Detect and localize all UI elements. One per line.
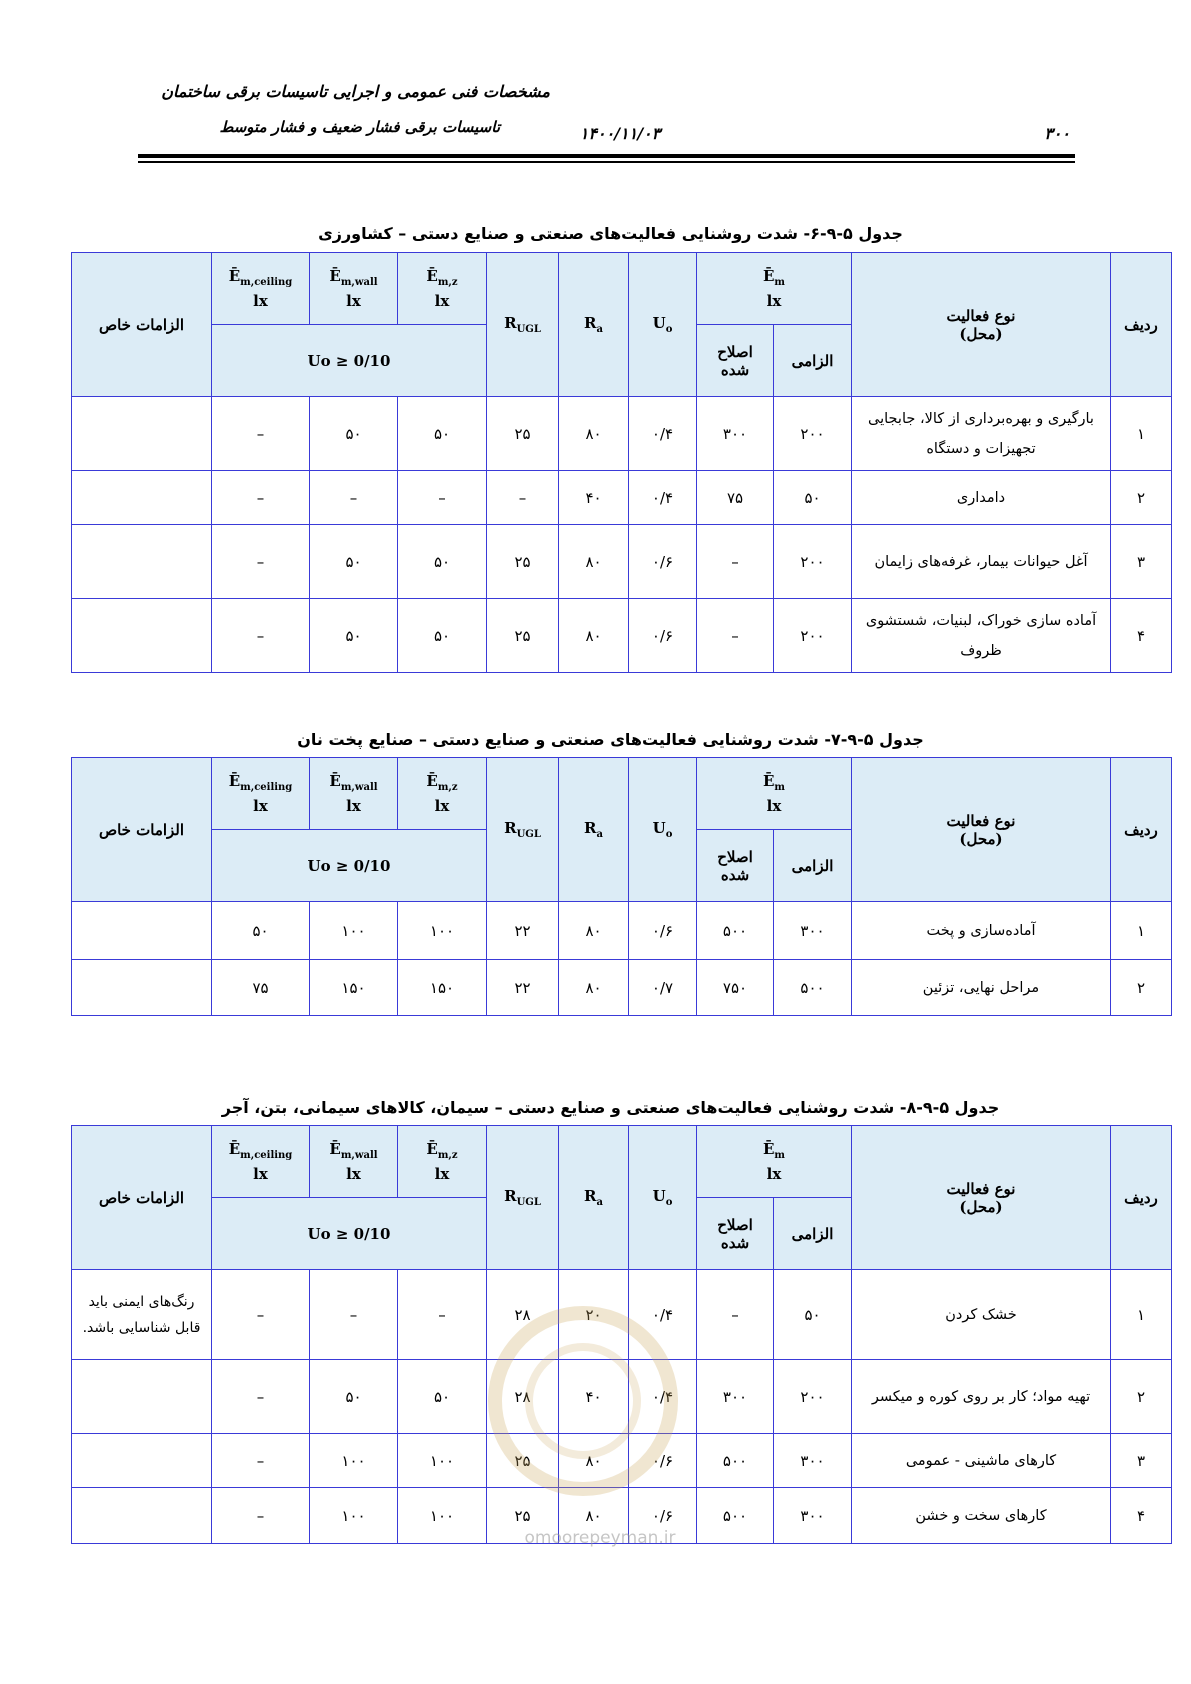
table-row	[72, 525, 1172, 599]
cell-activity: دامداری	[852, 471, 1111, 525]
cell-no: ۳	[1111, 1434, 1172, 1488]
cell-emz: ۵۰	[398, 599, 487, 673]
cell-uo: ۰/۶	[629, 902, 697, 960]
column-em-subscript: m	[774, 277, 786, 288]
column-em-z-unit: lx	[434, 292, 450, 310]
cell-no: ۳	[1111, 525, 1172, 599]
cell-uo: ۰/۶	[629, 599, 697, 673]
cell-corrected: ۵۰۰	[697, 1488, 774, 1544]
cell-corrected: –	[697, 599, 774, 673]
column-em-ceiling-subscript: m,ceiling	[240, 782, 293, 793]
cell-corrected: ۷۵	[697, 471, 774, 525]
cell-emwall: ۵۰	[310, 599, 398, 673]
cell-ra: ۴۰	[559, 471, 629, 525]
cell-emceiling: –	[212, 471, 310, 525]
table-row	[72, 960, 1172, 1016]
column-em-z-subscript: m,z	[437, 782, 458, 793]
cell-rugl: ۲۵	[487, 397, 559, 471]
column-em-ceiling	[212, 758, 310, 830]
cell-mandatory: ۲۰۰	[774, 599, 852, 673]
cell-uo: ۰/۴	[629, 1270, 697, 1360]
cell-emwall: ۵۰	[310, 1360, 398, 1434]
column-uo-subscript: o	[665, 1197, 673, 1208]
column-em-ceiling-symbol: Ē	[228, 1140, 241, 1158]
cell-emz: ۱۵۰	[398, 960, 487, 1016]
cell-ra: ۸۰	[559, 960, 629, 1016]
cell-ra: ۸۰	[559, 902, 629, 960]
cell-emceiling: –	[212, 397, 310, 471]
column-mandatory	[774, 1198, 852, 1270]
cell-no: ۱	[1111, 902, 1172, 960]
column-em	[697, 1126, 852, 1198]
cell-no: ۱	[1111, 1270, 1172, 1360]
cell-no: ۲	[1111, 1360, 1172, 1434]
cell-mandatory: ۳۰۰	[774, 902, 852, 960]
column-em-wall-symbol: Ē	[329, 772, 341, 790]
cell-rugl: ۲۵	[487, 1434, 559, 1488]
column-uo	[629, 253, 697, 397]
cell-no: ۲	[1111, 471, 1172, 525]
cell-activity: کارهای سخت و خشن	[852, 1488, 1111, 1544]
column-em-ceiling-unit: lx	[253, 797, 268, 815]
cell-corrected: ۵۰۰	[697, 902, 774, 960]
table-caption: جدول ۵-۹-۸- شدت روشنایی فعالیت‌های صنعتی و صنایع دستی – سیمان، کالاهای سیمانی، بتن، آجر	[221, 1098, 1000, 1117]
column-ra	[559, 1126, 629, 1270]
cell-mandatory: ۳۰۰	[774, 1434, 852, 1488]
column-rugl	[487, 758, 559, 902]
column-em-ceiling-subscript: m,ceiling	[240, 277, 293, 288]
column-ra-symbol: R	[584, 1187, 597, 1205]
document-subtitle: تاسیسات برقی فشار ضعیف و فشار متوسط	[219, 118, 500, 136]
column-uo	[629, 1126, 697, 1270]
cell-activity: کارهای ماشینی - عمومی	[852, 1434, 1111, 1488]
column-activity-sublabel: (محل)	[959, 1197, 1003, 1216]
cell-ra: ۸۰	[559, 397, 629, 471]
column-rugl-subscript: UGL	[516, 324, 541, 335]
column-mandatory	[774, 325, 852, 397]
uo-condition	[212, 325, 487, 397]
column-em-wall	[310, 758, 398, 830]
column-activity	[852, 253, 1111, 397]
cell-rugl: ۲۵	[487, 1488, 559, 1544]
column-em-unit: lx	[766, 797, 782, 815]
cell-special	[72, 1434, 212, 1488]
cell-ra: ۸۰	[559, 525, 629, 599]
column-corrected	[697, 1198, 774, 1270]
cell-special	[72, 1360, 212, 1434]
column-em-symbol: Ē	[762, 267, 775, 285]
column-em-z-symbol: Ē	[426, 772, 438, 790]
column-activity-sublabel: (محل)	[959, 324, 1003, 343]
column-em-z-unit: lx	[434, 1165, 450, 1183]
cell-ra: ۲۰	[559, 1270, 629, 1360]
cell-emz: ۵۰	[398, 397, 487, 471]
column-rugl	[487, 253, 559, 397]
cell-activity: آماده سازی خوراک، لبنیات، شستشوی ظروف	[852, 599, 1111, 673]
column-corrected-label: اصلاح شده	[717, 847, 753, 884]
cell-special: رنگ‌های ایمنی باید قابل شناسایی باشد.	[72, 1270, 212, 1360]
cell-emwall: –	[310, 471, 398, 525]
column-uo-symbol: U	[652, 314, 666, 332]
cell-emwall: ۱۰۰	[310, 902, 398, 960]
column-row-number	[1111, 253, 1172, 397]
column-ra	[559, 758, 629, 902]
watermark-site: omoorepeyman.ir	[524, 1528, 676, 1548]
cell-corrected: ۳۰۰	[697, 1360, 774, 1434]
cell-rugl: ۲۸	[487, 1360, 559, 1434]
cell-emz: –	[398, 1270, 487, 1360]
column-em	[697, 253, 852, 325]
cell-activity: آغل حیوانات بیمار، غرفه‌های زایمان	[852, 525, 1111, 599]
cell-emceiling: –	[212, 1270, 310, 1360]
column-em-ceiling-symbol: Ē	[228, 772, 241, 790]
column-special-requirements-label: الزامات خاص	[98, 315, 185, 334]
cell-mandatory: ۲۰۰	[774, 397, 852, 471]
column-uo-subscript: o	[665, 829, 673, 840]
cell-rugl: ۲۵	[487, 525, 559, 599]
cell-no: ۴	[1111, 1488, 1172, 1544]
column-rugl-subscript: UGL	[516, 1197, 541, 1208]
column-em-z	[398, 1126, 487, 1198]
cell-uo: ۰/۶	[629, 1488, 697, 1544]
uo-condition-label: Uo ≥ 0/10	[307, 1224, 391, 1243]
column-em-subscript: m	[774, 782, 786, 793]
cell-no: ۴	[1111, 599, 1172, 673]
column-em-wall-unit: lx	[346, 1165, 361, 1183]
cell-mandatory: ۲۰۰	[774, 1360, 852, 1434]
column-special-requirements	[72, 253, 212, 397]
cell-emz: ۱۰۰	[398, 1488, 487, 1544]
lighting-table	[71, 757, 1172, 1016]
cell-uo: ۰/۴	[629, 397, 697, 471]
column-row-number-label: ردیف	[1124, 820, 1158, 839]
cell-special	[72, 902, 212, 960]
column-special-requirements	[72, 758, 212, 902]
column-em-z-symbol: Ē	[426, 1140, 438, 1158]
column-em-unit: lx	[766, 292, 782, 310]
cell-emz: –	[398, 471, 487, 525]
cell-special	[72, 599, 212, 673]
cell-emwall: ۵۰	[310, 397, 398, 471]
column-em-symbol: Ē	[762, 1140, 775, 1158]
column-corrected-label: اصلاح شده	[717, 342, 753, 379]
column-em-z	[398, 253, 487, 325]
cell-no: ۱	[1111, 397, 1172, 471]
cell-special	[72, 960, 212, 1016]
table-row	[72, 902, 1172, 960]
cell-emz: ۱۰۰	[398, 902, 487, 960]
document-title: مشخصات فنی عمومی و اجرایی تاسیسات برقی ساختمان	[161, 82, 550, 101]
cell-emwall: ۵۰	[310, 525, 398, 599]
cell-uo: ۰/۷	[629, 960, 697, 1016]
cell-special	[72, 397, 212, 471]
column-rugl-subscript: UGL	[516, 829, 541, 840]
column-rugl	[487, 1126, 559, 1270]
cell-uo: ۰/۴	[629, 1360, 697, 1434]
cell-emz: ۵۰	[398, 525, 487, 599]
cell-corrected: ۳۰۰	[697, 397, 774, 471]
cell-emwall: ۱۵۰	[310, 960, 398, 1016]
cell-rugl: ۲۵	[487, 599, 559, 673]
column-em-ceiling	[212, 253, 310, 325]
column-ra-subscript: a	[596, 829, 603, 840]
column-em-wall-symbol: Ē	[329, 1140, 341, 1158]
column-em-wall-unit: lx	[346, 797, 361, 815]
cell-emceiling: –	[212, 1434, 310, 1488]
cell-uo: ۰/۶	[629, 1434, 697, 1488]
column-em-wall-subscript: m,wall	[340, 1150, 378, 1161]
column-mandatory-label: الزامی	[791, 351, 834, 370]
column-em-unit: lx	[766, 1165, 782, 1183]
cell-corrected: –	[697, 525, 774, 599]
cell-rugl: ۲۲	[487, 960, 559, 1016]
cell-no: ۲	[1111, 960, 1172, 1016]
column-mandatory-label: الزامی	[791, 1224, 834, 1243]
column-em-ceiling	[212, 1126, 310, 1198]
column-em-ceiling-symbol: Ē	[228, 267, 241, 285]
cell-corrected: ۵۰۰	[697, 1434, 774, 1488]
page-number: ۳۰۰	[1044, 124, 1070, 143]
cell-ra: ۸۰	[559, 1488, 629, 1544]
column-em-wall-subscript: m,wall	[340, 277, 378, 288]
uo-condition-label: Uo ≥ 0/10	[307, 856, 391, 875]
column-uo	[629, 758, 697, 902]
cell-ra: ۸۰	[559, 1434, 629, 1488]
cell-mandatory: ۵۰	[774, 471, 852, 525]
cell-rugl: ۲۸	[487, 1270, 559, 1360]
uo-condition	[212, 830, 487, 902]
table-caption: جدول ۵-۹-۶- شدت روشنایی فعالیت‌های صنعتی و صنایع دستی – کشاورزی	[318, 224, 903, 243]
column-corrected	[697, 325, 774, 397]
column-rugl-symbol: R	[504, 314, 517, 332]
cell-activity: بارگیری و بهره‌برداری از کالا، جابجایی تجهیزات و دستگاه	[852, 397, 1111, 471]
cell-activity: خشک کردن	[852, 1270, 1111, 1360]
column-uo-symbol: U	[652, 819, 666, 837]
cell-mandatory: ۵۰	[774, 1270, 852, 1360]
column-ra	[559, 253, 629, 397]
column-activity	[852, 758, 1111, 902]
column-em-wall	[310, 1126, 398, 1198]
column-row-number-label: ردیف	[1124, 315, 1158, 334]
cell-mandatory: ۵۰۰	[774, 960, 852, 1016]
column-mandatory	[774, 830, 852, 902]
column-em-z-subscript: m,z	[437, 1150, 458, 1161]
column-corrected-label: اصلاح شده	[717, 1215, 753, 1252]
watermark-seal-inner	[525, 1343, 641, 1459]
cell-emceiling: ۷۵	[212, 960, 310, 1016]
column-em	[697, 758, 852, 830]
table-row	[72, 397, 1172, 471]
cell-special	[72, 471, 212, 525]
column-special-requirements	[72, 1126, 212, 1270]
column-em-z-unit: lx	[434, 797, 450, 815]
header-rule	[138, 154, 1075, 158]
column-em-ceiling-unit: lx	[253, 292, 268, 310]
cell-rugl: ۲۲	[487, 902, 559, 960]
column-activity	[852, 1126, 1111, 1270]
cell-special	[72, 1488, 212, 1544]
cell-emceiling: –	[212, 1360, 310, 1434]
column-ra-subscript: a	[596, 324, 603, 335]
cell-activity: تهیه مواد؛ کار بر روی کوره و میکسر	[852, 1360, 1111, 1434]
column-em-wall-subscript: m,wall	[340, 782, 378, 793]
cell-ra: ۸۰	[559, 599, 629, 673]
column-activity-label: نوع فعالیت	[946, 1179, 1016, 1198]
cell-emz: ۱۰۰	[398, 1434, 487, 1488]
column-rugl-symbol: R	[504, 819, 517, 837]
column-em-symbol: Ē	[762, 772, 775, 790]
column-em-z-subscript: m,z	[437, 277, 458, 288]
column-em-wall-unit: lx	[346, 292, 361, 310]
cell-emceiling: ۵۰	[212, 902, 310, 960]
cell-corrected: ۷۵۰	[697, 960, 774, 1016]
column-row-number	[1111, 758, 1172, 902]
column-special-requirements-label: الزامات خاص	[98, 820, 185, 839]
column-mandatory-label: الزامی	[791, 856, 834, 875]
cell-mandatory: ۲۰۰	[774, 525, 852, 599]
cell-emceiling: –	[212, 1488, 310, 1544]
cell-uo: ۰/۴	[629, 471, 697, 525]
column-em-wall	[310, 253, 398, 325]
cell-emwall: –	[310, 1270, 398, 1360]
column-em-z	[398, 758, 487, 830]
document-date: ۱۴۰۰/۱۱/۰۳	[579, 124, 661, 143]
table-caption: جدول ۵-۹-۷- شدت روشنایی فعالیت‌های صنعتی و صنایع دستی – صنایع پخت نان	[297, 730, 924, 749]
column-special-requirements-label: الزامات خاص	[98, 1188, 185, 1207]
column-activity-sublabel: (محل)	[959, 829, 1003, 848]
table-row	[72, 471, 1172, 525]
column-corrected	[697, 830, 774, 902]
cell-activity: مراحل نهایی، تزئین	[852, 960, 1111, 1016]
column-em-z-symbol: Ē	[426, 267, 438, 285]
column-row-number-label: ردیف	[1124, 1188, 1158, 1207]
header-rule-thin	[138, 161, 1075, 163]
cell-emceiling: –	[212, 525, 310, 599]
cell-emz: ۵۰	[398, 1360, 487, 1434]
cell-rugl: –	[487, 471, 559, 525]
column-activity-label: نوع فعالیت	[946, 811, 1016, 830]
cell-uo: ۰/۶	[629, 525, 697, 599]
column-uo-subscript: o	[665, 324, 673, 335]
cell-ra: ۴۰	[559, 1360, 629, 1434]
lighting-table	[71, 252, 1172, 673]
column-ra-symbol: R	[584, 819, 597, 837]
column-em-subscript: m	[774, 1150, 786, 1161]
cell-mandatory: ۳۰۰	[774, 1488, 852, 1544]
column-rugl-symbol: R	[504, 1187, 517, 1205]
column-ra-subscript: a	[596, 1197, 603, 1208]
column-row-number	[1111, 1126, 1172, 1270]
column-em-ceiling-unit: lx	[253, 1165, 268, 1183]
column-activity-label: نوع فعالیت	[946, 306, 1016, 325]
uo-condition	[212, 1198, 487, 1270]
column-uo-symbol: U	[652, 1187, 666, 1205]
cell-emceiling: –	[212, 599, 310, 673]
column-em-ceiling-subscript: m,ceiling	[240, 1150, 293, 1161]
column-ra-symbol: R	[584, 314, 597, 332]
cell-special	[72, 525, 212, 599]
table-row	[72, 599, 1172, 673]
column-em-wall-symbol: Ē	[329, 267, 341, 285]
cell-emwall: ۱۰۰	[310, 1434, 398, 1488]
cell-activity: آماده‌سازی و پخت	[852, 902, 1111, 960]
uo-condition-label: Uo ≥ 0/10	[307, 351, 391, 370]
cell-corrected: –	[697, 1270, 774, 1360]
cell-emwall: ۱۰۰	[310, 1488, 398, 1544]
